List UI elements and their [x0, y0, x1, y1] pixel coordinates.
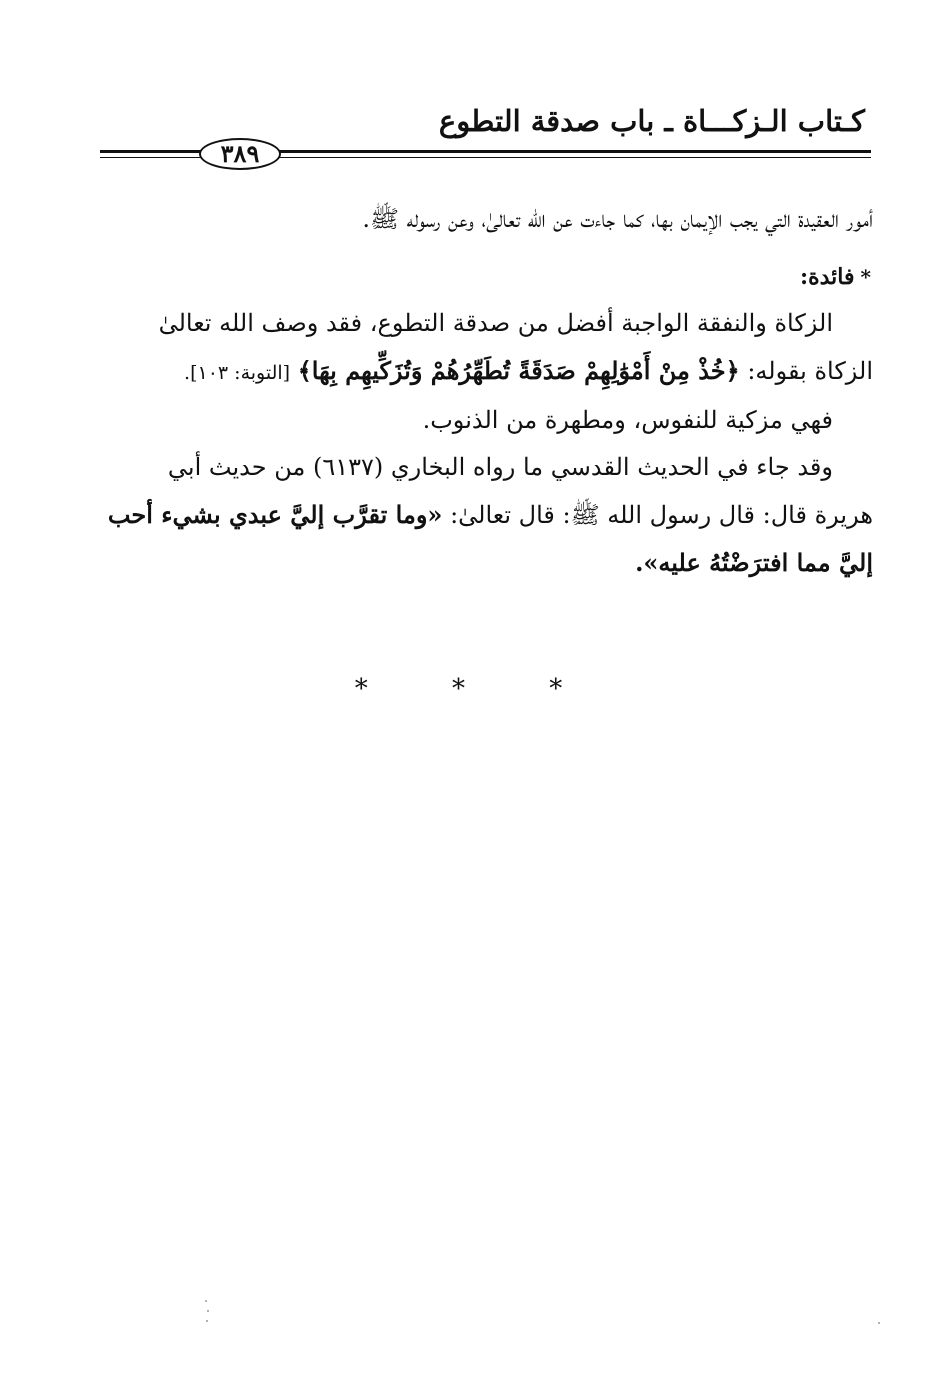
- text-line: أمور العقيدة التي يجب الإيمان بها، كما جاءت عن الله تعالىٰ، وعن رسوله ﷺ.: [362, 205, 873, 233]
- benefit-heading: [800, 264, 871, 290]
- asterisk-icon: *: [860, 265, 871, 289]
- hadith-quote: «وما تقرَّب إليَّ عبدي بشيء أحب: [107, 500, 443, 529]
- paragraph-continuation: [98, 196, 873, 243]
- benefit-body: [98, 300, 873, 587]
- scan-speck: [878, 1322, 880, 1324]
- quran-verse: ﴿خُذْ مِنْ أَمْوَٰلِهِمْ صَدَقَةً تُطَهِّرُهُمْ وَتُزَكِّيهِم بِهَا﴾: [297, 356, 740, 385]
- scan-speck: [207, 1310, 209, 1312]
- section-separator: [0, 674, 943, 704]
- benefit-heading-label: فائدة:: [799, 264, 855, 290]
- scan-speck: [206, 1320, 208, 1322]
- text-line-with-quran: [98, 347, 873, 397]
- text-line: فهي مزكية للنفوس، ومطهرة من الذنوب.: [422, 406, 833, 434]
- text-segment: هريرة قال: قال رسول الله ﷺ: قال تعالىٰ:: [450, 501, 873, 529]
- scan-speck: [205, 1300, 207, 1302]
- separator-star-icon: *: [354, 674, 394, 704]
- header-rule-thin-right: [276, 157, 871, 158]
- separator-star-icon: *: [452, 674, 491, 704]
- text-line-hadith-end: [98, 539, 873, 587]
- header-rule-thick-right: [276, 150, 871, 153]
- page-number: ٣٨٩: [199, 138, 281, 170]
- separator-star-icon: *: [549, 674, 589, 704]
- verse-reference: [التوبة: ١٠٣].: [184, 362, 291, 384]
- text-line: الزكاة والنفقة الواجبة أفضل من صدقة التطوع، فقد وصف الله تعالىٰ: [158, 309, 833, 337]
- hadith-quote-end: إليَّ مما افترَضْتُهُ عليه».: [635, 548, 873, 577]
- text-segment: الزكاة بقوله:: [747, 357, 873, 385]
- running-header-title: كـتاب الـزكـــاة ـ باب صدقة التطوع: [438, 104, 865, 138]
- text-line-with-hadith: [98, 491, 873, 539]
- text-line: وقد جاء في الحديث القدسي ما رواه البخاري (٦١٣٧) من حديث أبي: [167, 453, 833, 481]
